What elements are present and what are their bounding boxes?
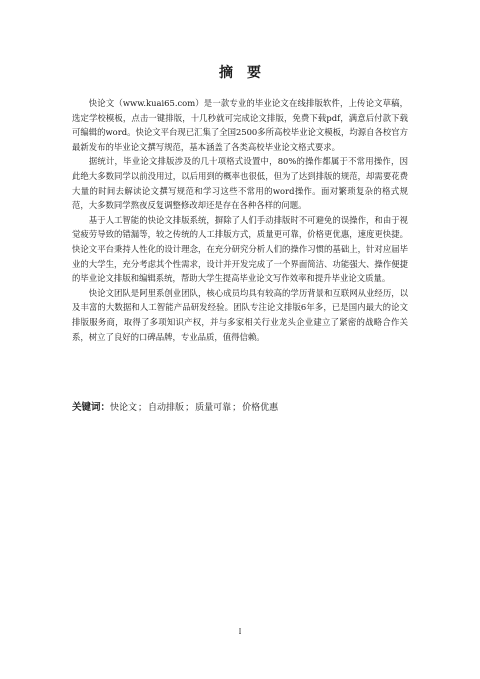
abstract-paragraph-3: 基于人工智能的快论文排版系统，摒除了人们手动排版时不可避免的误操作，和由于视觉疲劳导致的错漏等，较之传统的人工排版方式，质量更可靠，价格更优惠，速度更快捷。快论文平台秉持人性化的设计理念，在充分研究分析人们的操作习惯的基础上，针对应届毕业的大学生，充分考虑其个性需求，设计并开发完成了一个界面简洁、功能强大、操作便捷的毕业论文排版和编辑系统，帮助大学生提高毕业论文写作效率和提升毕业论文质量。 (72, 214, 408, 284)
keyword-item: 质量可靠 (195, 403, 232, 413)
abstract-paragraph-4: 快论文团队是阿里系创业团队，核心成员均具有较高的学历背景和互联网从业经历，以及丰富的大数据和人工智能产品研发经验。团队专注论文排版6年多，已是国内最大的论文排版服务商，取得了多项知识产权，并与多家相关行业龙头企业建立了紧密的战略合作关系，树立了良好的口碑品牌，专业品质，值得信赖。 (72, 287, 408, 342)
keyword-separator: ； (232, 403, 242, 413)
keyword-separator: ； (138, 403, 148, 413)
keyword-item: 快论文 (110, 403, 138, 413)
abstract-title: 摘要 (219, 65, 275, 81)
abstract-paragraph-1: 快论文（www.kuai65.com）是一款专业的毕业论文在线排版软件，上传论文草稿，选定学校模板，点击一键排版，十几秒就可完成论文排版，免费下载pdf，满意后付款下载可编辑的word。快论文平台现已汇集了全国2500多所高校毕业论文模板，均源自各校官方最新发布的毕业论文撰写规范，基本涵盖了各类高校毕业论文格式要求。 (72, 98, 409, 152)
keywords-label: 关键词： (72, 402, 111, 413)
keyword-item: 价格优惠 (242, 403, 279, 413)
page-number: I (238, 628, 242, 636)
keyword-item: 自动排版 (148, 403, 185, 413)
keywords-line (72, 401, 408, 415)
abstract-paragraph-2: 据统计，毕业论文排版涉及的几十项格式设置中，80%的操作都属于不常用操作，因此绝大多数同学以前没用过，以后用到的概率也很低，但为了达到排版的规范，却需要花费大量的时间去解读论文撰写规范和学习这些不常用的word操作。面对繁琐复杂的格式规范，大多数同学熬夜反复调整修改却还是存在各种各样的问题。 (72, 156, 408, 211)
keyword-separator: ； (185, 403, 195, 413)
abstract-body (72, 96, 408, 344)
